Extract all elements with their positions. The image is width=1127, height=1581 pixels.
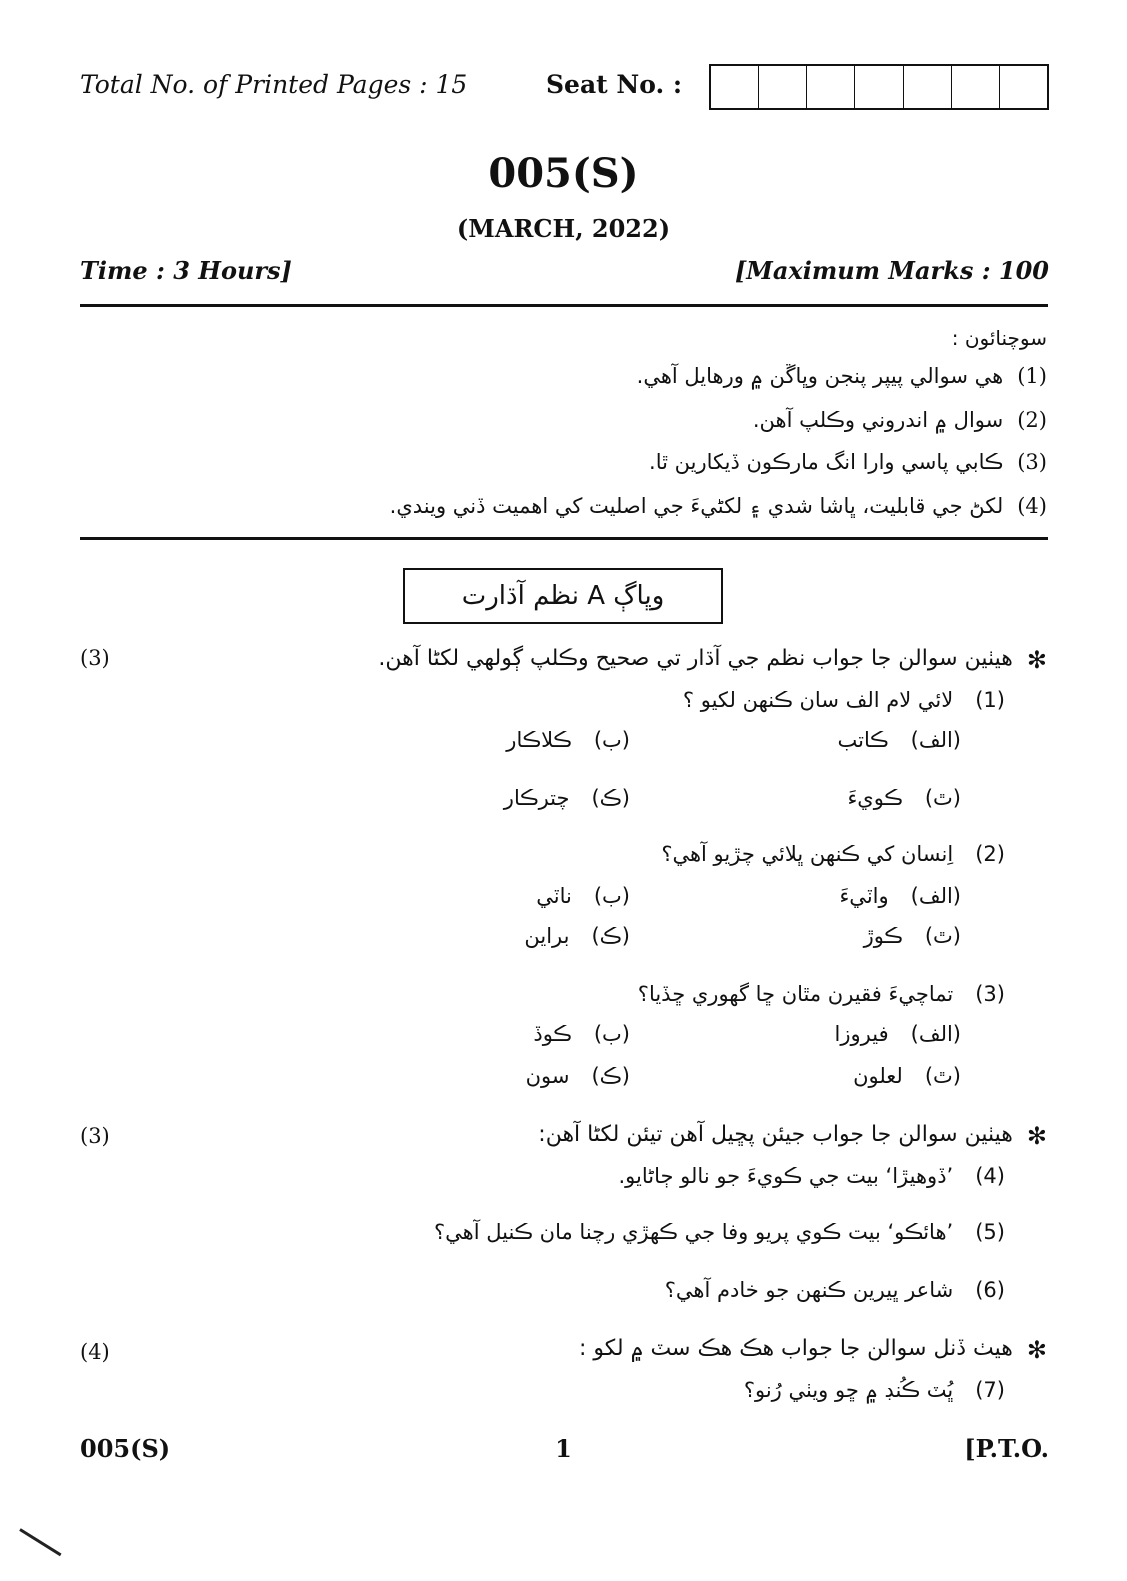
option [504, 786, 630, 810]
question [744, 1378, 1005, 1402]
option [853, 1064, 961, 1088]
instruction-item [390, 494, 1047, 518]
group-marks: (3) [80, 646, 110, 670]
time-limit: Time : 3 Hours] [80, 256, 292, 285]
option-text: ڪلاڪار [506, 728, 572, 752]
header-divider [80, 304, 1048, 307]
group-instruction: هيٺ ڏنل سوالن جا جواب هڪ هڪ سٽ ۾ لکو : [578, 1336, 1013, 1361]
option-label: (الف) [910, 728, 961, 752]
seat-digit-box[interactable] [854, 66, 902, 108]
seat-number-boxes[interactable] [709, 64, 1049, 110]
option-text: ڪوڏ [533, 1022, 572, 1046]
maximum-marks: [Maximum Marks : 100 [734, 256, 1049, 285]
seat-number-label: Seat No. : [546, 70, 683, 99]
option [835, 1022, 961, 1046]
option-label: (ڪ) [591, 1064, 630, 1088]
question-text: ڀُٽ ڪُنڊ ۾ ڇو ويٺي رُنو؟ [743, 1378, 954, 1402]
question-group-heading [538, 1122, 1047, 1150]
seat-digit-box[interactable] [806, 66, 854, 108]
question-number: (6) [975, 1278, 1005, 1302]
option-text: ڪويءَ [847, 786, 903, 810]
asterisk-icon: ✻ [1026, 1336, 1047, 1364]
question [638, 982, 1005, 1006]
option-text: چترڪار [503, 786, 570, 810]
option-label: (ٿ) [924, 1064, 961, 1088]
option-label: (ب) [593, 884, 630, 908]
question-number: (5) [975, 1220, 1005, 1244]
option-text: سون [525, 1064, 570, 1088]
question-number: (4) [975, 1164, 1005, 1188]
option-text: واٽيءَ [839, 884, 889, 908]
option-label: (ٿ) [924, 924, 961, 948]
option-label: (ب) [593, 1022, 630, 1046]
instruction-item [753, 408, 1047, 432]
option-label: (الف) [910, 884, 961, 908]
option [526, 1064, 630, 1088]
instruction-item [637, 364, 1047, 388]
option-text: ڪوڙ [863, 924, 903, 948]
instruction-text: لکڻ جي قابليت، ڀاشا شدي ۽ لکڻيءَ جي اصليت کي اهميت ڏني ويندي. [389, 494, 1004, 518]
exam-date: (MARCH, 2022) [456, 214, 671, 243]
total-printed-pages: Total No. of Printed Pages : 15 [80, 70, 468, 99]
option-label: (ڪ) [591, 786, 630, 810]
question-number: (3) [975, 982, 1005, 1006]
question-text: ’ڏوهيڙا‘ بيت جي ڪويءَ جو نالو ڄاڻايو. [618, 1164, 954, 1188]
option [864, 924, 961, 948]
please-turn-over: [P.T.O. [964, 1434, 1049, 1463]
option-label: (ٿ) [924, 786, 961, 810]
question-text: لائي لام الف سان ڪنهن لکيو ؟ [682, 688, 954, 712]
instruction-text: هي سوالي پيپر پنجن وڀاڱن ۾ ورهايل آهي. [636, 364, 1004, 388]
section-title: وڀاڳ A نظم آڌارت [461, 581, 665, 611]
option-text: فيروزا [834, 1022, 889, 1046]
instruction-item [649, 450, 1047, 474]
instruction-number: (2) [1017, 408, 1047, 432]
option-text: براين [524, 924, 570, 948]
page-number: 1 [555, 1434, 572, 1463]
group-marks: (3) [80, 1124, 110, 1148]
option [838, 728, 961, 752]
option-text: ناٽي [536, 884, 572, 908]
option-label: (ب) [593, 728, 630, 752]
instruction-number: (4) [1017, 494, 1047, 518]
option-text: ڪاتب [837, 728, 889, 752]
option-text: لعلون [853, 1064, 903, 1088]
option-label: (ڪ) [591, 924, 630, 948]
instruction-number: (3) [1017, 450, 1047, 474]
seat-digit-box[interactable] [711, 66, 758, 108]
asterisk-icon: ✻ [1026, 1122, 1047, 1150]
question [619, 1164, 1006, 1188]
question [683, 688, 1005, 712]
question-text: اِنسان کي ڪنهن ڀلائي چڙيو آهي؟ [661, 842, 954, 866]
instructions-title: سوچنائون : [951, 326, 1047, 350]
question [665, 1278, 1005, 1302]
option [506, 728, 630, 752]
question-group-heading [579, 1336, 1047, 1364]
instruction-text: ڪابي پاسي وارا انگ مارڪون ڏيکارين ٿا. [649, 450, 1004, 474]
option [536, 884, 630, 908]
question-text: تماچيءَ فقيرن مٿان ڇا گهوري ڇڏيا؟ [637, 982, 954, 1006]
instruction-text: سوال ۾ اندروني وڪلپ آهن. [752, 408, 1004, 432]
seat-digit-box[interactable] [951, 66, 999, 108]
instructions-divider [80, 537, 1048, 540]
question [661, 842, 1005, 866]
footer-paper-code: 005(S) [80, 1434, 171, 1463]
section-title-box [403, 568, 723, 624]
option [524, 924, 630, 948]
option-label: (الف) [910, 1022, 961, 1046]
option [839, 884, 961, 908]
question-number: (2) [975, 842, 1005, 866]
paper-code: 005(S) [488, 150, 639, 197]
seat-digit-box[interactable] [999, 66, 1047, 108]
group-instruction: هيٺين سوالن جا جواب جيئن پڇيل آهن تيئن لکڻا آهن: [538, 1122, 1013, 1147]
seat-digit-box[interactable] [758, 66, 806, 108]
question [434, 1220, 1005, 1244]
asterisk-icon: ✻ [1026, 646, 1047, 674]
question-text: ’هائڪو‘ بيت ڪوي پريو وفا جي ڪهڙي رچنا مان ڪنيل آهي؟ [433, 1220, 954, 1244]
group-instruction: هيٺين سوالن جا جواب نظم جي آڌار تي صحيح وڪلپ ڳولهي لکڻا آهن. [378, 646, 1013, 671]
group-marks: (4) [80, 1340, 110, 1364]
option [533, 1022, 630, 1046]
question-number: (1) [975, 688, 1005, 712]
instruction-number: (1) [1017, 364, 1047, 388]
scan-artifact-mark [19, 1528, 61, 1556]
question-group-heading [378, 646, 1047, 674]
question-text: شاعر ڀيرين ڪنهن جو خادم آهي؟ [664, 1278, 954, 1302]
option [847, 786, 961, 810]
seat-digit-box[interactable] [903, 66, 951, 108]
question-number: (7) [975, 1378, 1005, 1402]
